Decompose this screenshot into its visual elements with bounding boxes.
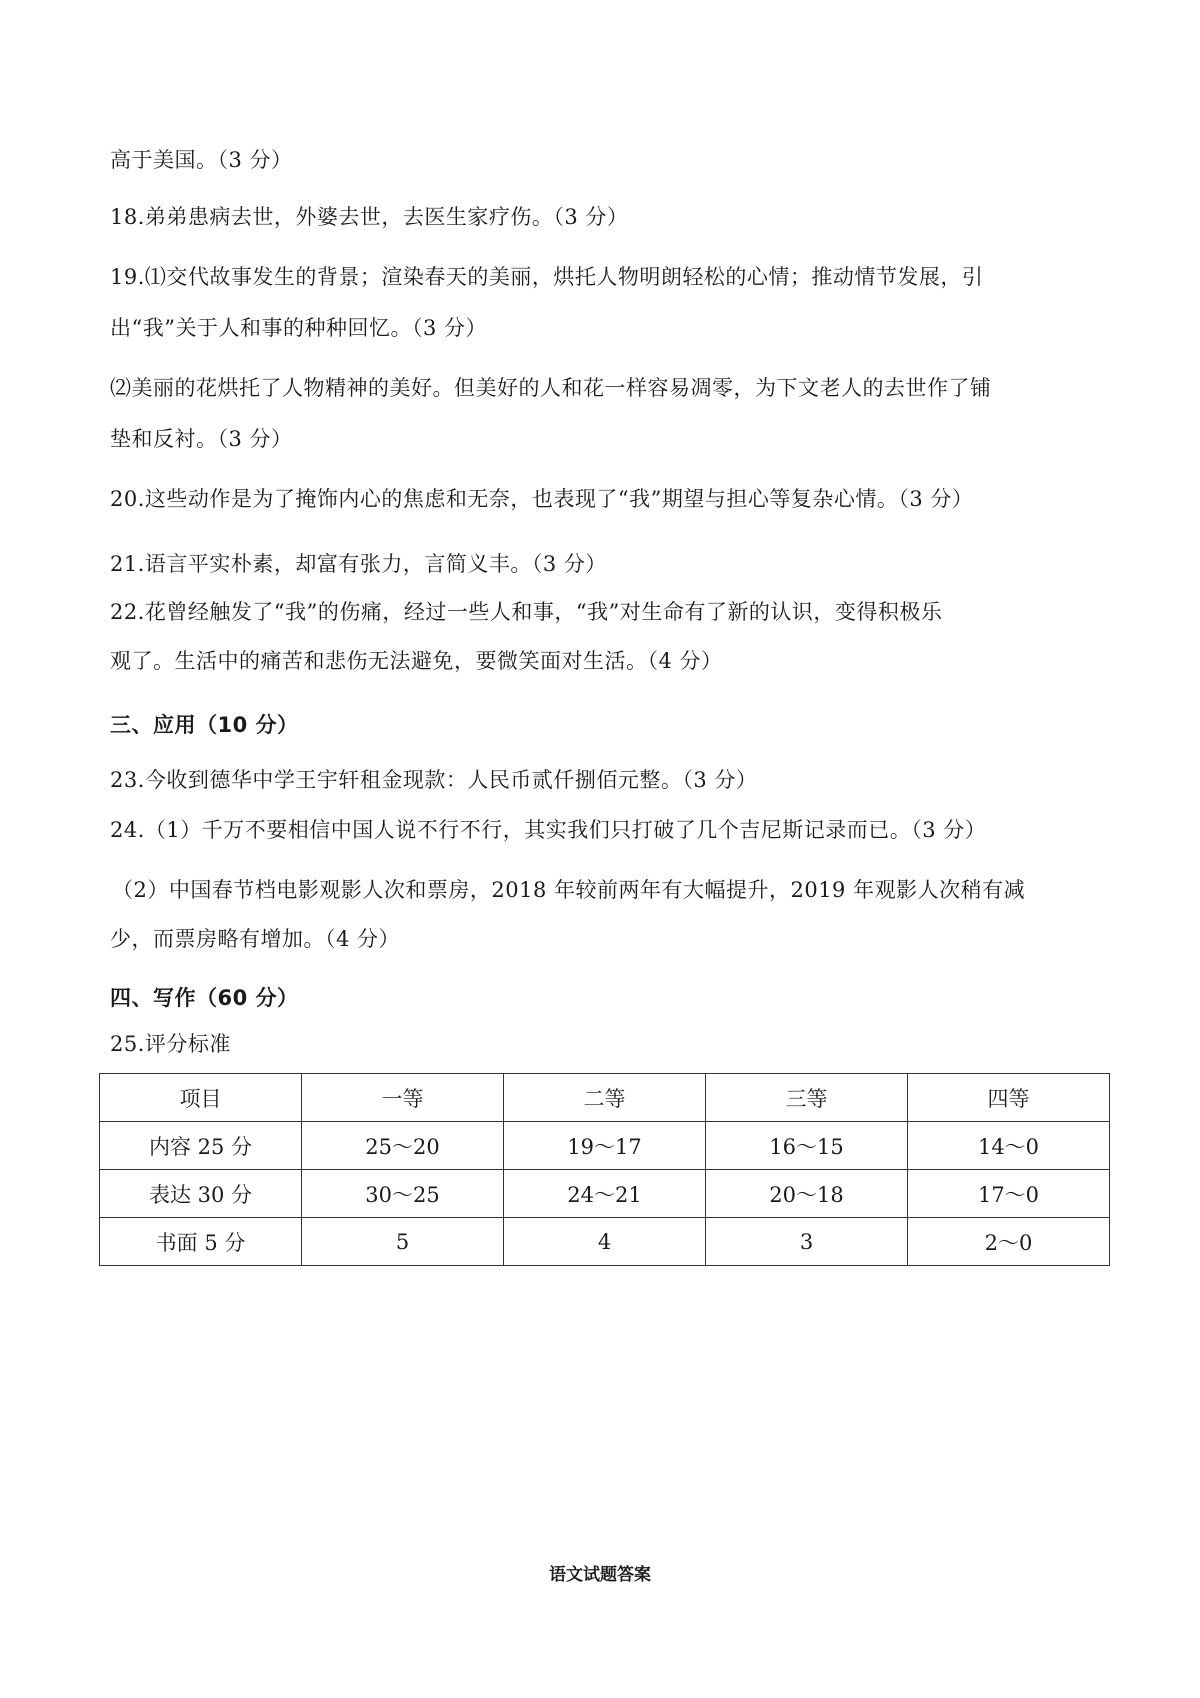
answer-18: 18.弟弟患病去世，外婆去世，去医生家疗伤。（3 分）: [110, 205, 629, 229]
table-header-cell: 项目: [100, 1074, 302, 1122]
answer-22b: 观了。生活中的痛苦和悲伤无法避免，要微笑面对生活。（4 分）: [110, 649, 723, 673]
table-row: [100, 1122, 1110, 1170]
page-footer: 语文试题答案: [549, 1565, 651, 1585]
answer-19-2b: 垫和反衬。（3 分）: [110, 427, 293, 451]
answer-19-1b: 出“我”关于人和事的种种回忆。（3 分）: [110, 316, 488, 340]
table-header-row: [100, 1074, 1110, 1122]
section-heading-application: 三、应用（10 分）: [110, 713, 299, 737]
table-cell: 19～17: [504, 1122, 706, 1170]
table-cell: 20～18: [706, 1170, 908, 1218]
scoring-table: [99, 1073, 1110, 1266]
answer-line: 高于美国。（3 分）: [110, 148, 293, 172]
table-cell: 16～15: [706, 1122, 908, 1170]
table-cell: 2～0: [908, 1218, 1110, 1266]
table-cell: 3: [706, 1218, 908, 1266]
table-cell: 书面 5 分: [100, 1218, 302, 1266]
table-header-cell: 三等: [706, 1074, 908, 1122]
answer-19-1a: 19.⑴交代故事发生的背景；渲染春天的美丽，烘托人物明朗轻松的心情；推动情节发展，引: [110, 265, 984, 289]
table-cell: 内容 25 分: [100, 1122, 302, 1170]
table-cell: 30～25: [302, 1170, 504, 1218]
answer-24-2a: （2）中国春节档电影观影人次和票房，2018 年较前两年有大幅提升，2019 年观影人次稍有减: [112, 878, 1026, 902]
answer-24-1: 24.（1）千万不要相信中国人说不行不行，其实我们只打破了几个吉尼斯记录而已。（3 分）: [110, 818, 987, 842]
answer-23: 23.今收到德华中学王宇轩租金现款：人民币贰仟捌佰元整。（3 分）: [110, 768, 758, 792]
table-header-cell: 四等: [908, 1074, 1110, 1122]
table-row: [100, 1170, 1110, 1218]
table-row: [100, 1218, 1110, 1266]
section-heading-writing: 四、写作（60 分）: [110, 986, 299, 1010]
answer-25-intro: 25.评分标准: [110, 1032, 231, 1056]
answer-19-2a: ⑵美丽的花烘托了人物精神的美好。但美好的人和花一样容易凋零，为下文老人的去世作了铺: [110, 376, 992, 400]
table-header-cell: 二等: [504, 1074, 706, 1122]
answer-24-2b: 少，而票房略有增加。（4 分）: [110, 927, 401, 951]
answer-22a: 22.花曾经触发了“我”的伤痛，经过一些人和事，“我”对生命有了新的认识，变得积极乐: [110, 600, 943, 624]
table-cell: 5: [302, 1218, 504, 1266]
table-cell: 14～0: [908, 1122, 1110, 1170]
table-header-cell: 一等: [302, 1074, 504, 1122]
answer-21: 21.语言平实朴素，却富有张力，言简义丰。（3 分）: [110, 552, 607, 576]
table-cell: 表达 30 分: [100, 1170, 302, 1218]
table-cell: 25～20: [302, 1122, 504, 1170]
answer-20: 20.这些动作是为了掩饰内心的焦虑和无奈，也表现了“我”期望与担心等复杂心情。（3 分）: [110, 487, 974, 511]
table-cell: 24～21: [504, 1170, 706, 1218]
table-cell: 17～0: [908, 1170, 1110, 1218]
table-cell: 4: [504, 1218, 706, 1266]
